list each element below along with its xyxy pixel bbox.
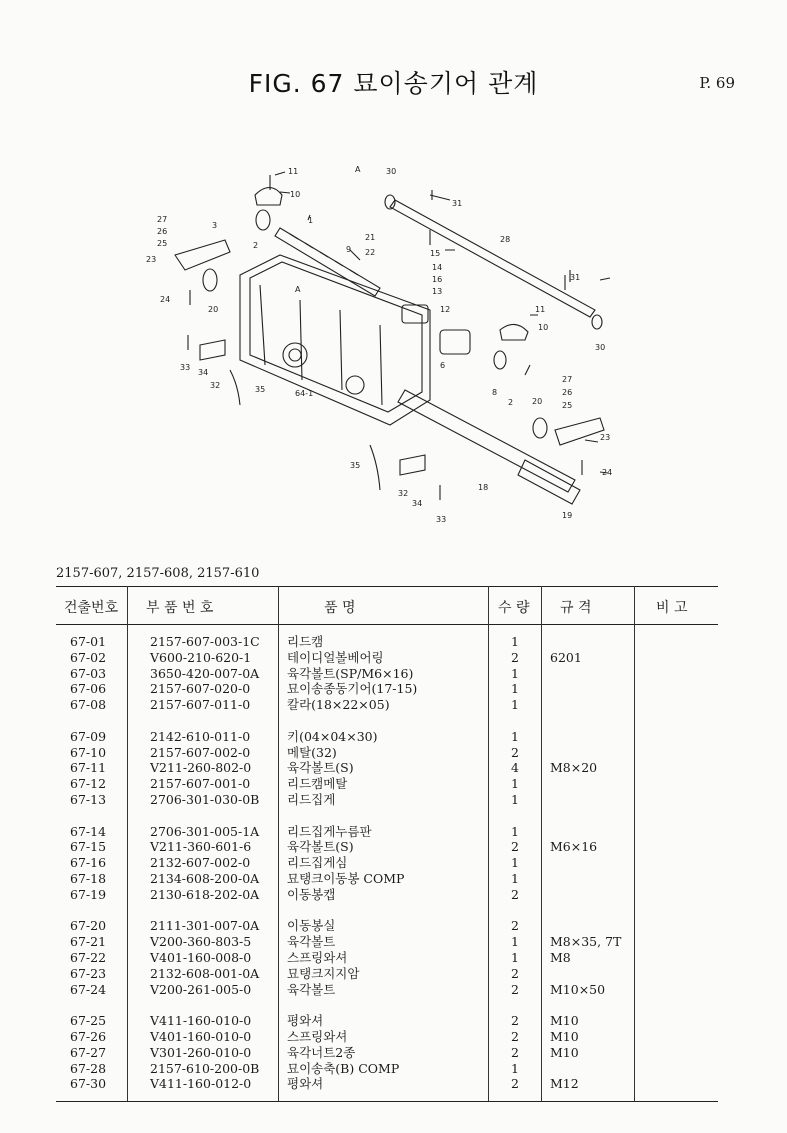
callout-8: 8 (492, 388, 498, 397)
cell-qty: 1 (511, 934, 519, 950)
cell-name: 묘탱크이동봉 COMP (287, 870, 405, 886)
cell-spec: M6×16 (550, 839, 598, 855)
callout-34: 34 (198, 368, 209, 377)
cell-spec: M8×35, 7T (550, 934, 622, 950)
cell-name: 리드집게누름판 (287, 823, 372, 839)
cell-no: 67-08 (70, 697, 107, 713)
cell-qty: 2 (511, 1013, 519, 1029)
table-top-border (56, 586, 718, 587)
cell-spec (550, 745, 621, 761)
callout-30: 30 (386, 167, 397, 176)
group-spacer (150, 903, 260, 919)
cell-part: V411-160-010-0 (150, 1013, 252, 1029)
cell-name: 리드캠 (287, 634, 324, 649)
cell-no: 67-23 (70, 965, 107, 981)
cell-no: 67-01 (70, 634, 107, 649)
cell-part: 2132-607-002-0 (150, 855, 251, 871)
cell-part: 2157-607-011-0 (150, 697, 251, 713)
callout-10: 10 (538, 323, 549, 332)
cell-name: 육각볼트(SP/M6×16) (287, 665, 414, 681)
cell-no: 67-11 (70, 760, 107, 776)
cell-part: V401-160-010-0 (150, 1028, 252, 1044)
callout-30: 30 (595, 343, 606, 352)
cell-qty: 2 (511, 981, 519, 997)
cell-name: 칼라(18×22×05) (287, 697, 390, 713)
cell-name: 리드집게심 (287, 855, 348, 871)
group-spacer (287, 808, 417, 824)
cell-name: 스프링와셔 (287, 949, 348, 965)
cell-spec: M10 (550, 1044, 579, 1060)
cell-qty: 2 (511, 839, 519, 855)
cell-part: V411-160-012-0 (150, 1076, 252, 1092)
cell-part: 2134-608-200-0A (150, 870, 260, 886)
cell-part: 3650-420-007-0A (150, 665, 260, 681)
cell-part: 2142-610-011-0 (150, 728, 251, 744)
cell-name: 리드집게 (287, 791, 336, 807)
callout-A: A (295, 285, 301, 294)
table-header-border (56, 624, 718, 625)
callout-27: 27 (157, 215, 168, 224)
cell-no: 67-21 (70, 934, 107, 950)
cell-spec (550, 918, 621, 934)
callout-2: 2 (508, 398, 514, 407)
cell-no: 67-26 (70, 1028, 107, 1044)
cell-qty: 1 (511, 634, 519, 649)
callout-34: 34 (412, 499, 423, 508)
callout-18: 18 (478, 483, 489, 492)
cell-qty: 2 (511, 649, 519, 665)
cell-part: 2706-301-005-1A (150, 823, 260, 839)
cell-part: 2706-301-030-0B (150, 791, 260, 807)
cell-no: 67-22 (70, 949, 107, 965)
cell-qty: 1 (511, 855, 519, 871)
callout-24: 24 (160, 295, 171, 304)
cell-part: 2111-301-007-0A (150, 918, 260, 934)
cell-no: 67-24 (70, 981, 107, 997)
cell-no: 67-20 (70, 918, 107, 934)
header-qty: 수 량 (498, 600, 530, 616)
cell-name: 테이디얼볼베어링 (287, 649, 384, 665)
cell-qty: 2 (511, 1076, 519, 1092)
cell-name: 리드캠메탈 (287, 776, 348, 792)
cell-spec (550, 855, 621, 871)
group-spacer (287, 713, 417, 729)
cell-spec: M12 (550, 1076, 579, 1092)
column-qty (511, 634, 519, 1092)
cell-qty: 4 (511, 760, 519, 776)
group-spacer (150, 713, 260, 729)
callout-A: A (355, 165, 361, 174)
callout-31: 31 (570, 273, 581, 282)
group-spacer (70, 997, 106, 1013)
cell-spec (550, 666, 621, 682)
callout-21: 21 (365, 233, 376, 242)
cell-spec: M10 (550, 1028, 579, 1044)
callout-32: 32 (210, 381, 221, 390)
header-spec: 규 격 (560, 600, 592, 616)
cell-spec: M10 (550, 1013, 579, 1029)
col-divider (127, 586, 128, 1101)
group-spacer (70, 903, 106, 919)
group-spacer (550, 997, 621, 1013)
callout-23: 23 (146, 255, 157, 264)
cell-no: 67-19 (70, 886, 107, 902)
cell-spec (550, 792, 621, 808)
callout-64-1: 64-1 (295, 389, 314, 398)
cell-qty: 2 (511, 1044, 519, 1060)
applicable-models: 2157-607, 2157-608, 2157-610 (56, 566, 260, 581)
group-spacer (511, 903, 519, 919)
cell-name: 묘이송축(B) COMP (287, 1060, 400, 1076)
group-spacer (511, 713, 519, 729)
cell-name: 스프링와셔 (287, 1028, 348, 1044)
callout-16: 16 (432, 275, 443, 284)
table-bottom-border (56, 1101, 718, 1102)
cell-no: 67-10 (70, 744, 107, 760)
cell-no: 67-09 (70, 728, 107, 744)
cell-name: 육각너트2종 (287, 1044, 356, 1060)
group-spacer (70, 713, 106, 729)
col-divider (541, 586, 542, 1101)
callout-25: 25 (157, 239, 168, 248)
callout-12: 12 (440, 305, 451, 314)
cell-spec (550, 681, 621, 697)
callout-15: 15 (430, 249, 441, 258)
callout-19: 19 (562, 511, 573, 520)
cell-qty: 1 (511, 728, 519, 744)
cell-spec: 6201 (550, 649, 582, 665)
group-spacer (511, 808, 519, 824)
cell-no: 67-28 (70, 1060, 107, 1076)
header-part-name: 품 명 (324, 600, 356, 616)
cell-part: V211-260-802-0 (150, 760, 252, 776)
cell-name: 키(04×04×30) (287, 728, 378, 744)
group-spacer (287, 997, 417, 1013)
col-divider (278, 586, 279, 1101)
callout-20: 20 (532, 397, 543, 406)
cell-name: 육각볼트(S) (287, 760, 354, 776)
callout-24: 24 (602, 468, 613, 477)
callout-3: 3 (212, 221, 218, 230)
callout-6: 6 (440, 361, 446, 370)
cell-no: 67-03 (70, 665, 107, 681)
callout-35: 35 (255, 385, 266, 394)
page-title: FIG. 67 묘이송기어 관계 (248, 69, 539, 98)
column-part-number (150, 634, 260, 1092)
cell-part: V200-261-005-0 (150, 981, 252, 997)
column-no (70, 634, 106, 1092)
cell-qty: 1 (511, 823, 519, 839)
cell-name: 이동봉캡 (287, 886, 336, 902)
cell-spec (550, 824, 621, 840)
cell-spec: M8 (550, 949, 571, 965)
callout-27: 27 (562, 375, 573, 384)
cell-name: 육각볼트 (287, 981, 336, 997)
cell-part: 2130-618-202-0A (150, 886, 260, 902)
cell-no: 67-25 (70, 1013, 107, 1029)
cell-spec (550, 697, 621, 713)
cell-no: 67-15 (70, 839, 107, 855)
callout-20: 20 (208, 305, 219, 314)
cell-spec (550, 634, 621, 650)
cell-no: 67-12 (70, 776, 107, 792)
callout-31: 31 (452, 199, 463, 208)
cell-part: V600-210-620-1 (150, 649, 252, 665)
cell-name: 평와셔 (287, 1076, 324, 1092)
cell-part: V401-160-008-0 (150, 949, 252, 965)
cell-qty: 2 (511, 744, 519, 760)
cell-qty: 1 (511, 697, 519, 713)
callout-9: 9 (346, 245, 352, 254)
page-number: P. 69 (699, 74, 735, 92)
group-spacer (150, 997, 260, 1013)
cell-part: V200-360-803-5 (150, 934, 252, 950)
exploded-parts-diagram (130, 160, 630, 530)
callout-33: 33 (180, 363, 191, 372)
cell-qty: 1 (511, 870, 519, 886)
cell-spec: M8×20 (550, 760, 598, 776)
cell-no: 67-06 (70, 681, 107, 697)
cell-no: 67-13 (70, 791, 107, 807)
group-spacer (550, 713, 621, 729)
callout-28: 28 (500, 235, 511, 244)
cell-name: 이동봉실 (287, 918, 336, 934)
cell-part: 2157-607-020-0 (150, 681, 251, 697)
callout-11: 11 (288, 167, 299, 176)
cell-name: 묘이송종동기어(17-15) (287, 681, 418, 697)
cell-qty: 1 (511, 665, 519, 681)
callout-23: 23 (600, 433, 611, 442)
group-spacer (287, 903, 417, 919)
cell-qty: 1 (511, 776, 519, 792)
group-spacer (70, 808, 106, 824)
header-no: 건출번호 (64, 600, 119, 616)
callout-13: 13 (432, 287, 443, 296)
cell-no: 67-14 (70, 823, 107, 839)
cell-spec (550, 887, 621, 903)
cell-part: V211-360-601-6 (150, 839, 252, 855)
cell-part: 2157-607-002-0 (150, 744, 251, 760)
cell-no: 67-18 (70, 870, 107, 886)
cell-no: 67-02 (70, 649, 107, 665)
header-part-number: 부 품 번 호 (146, 600, 214, 616)
cell-part: V301-260-010-0 (150, 1044, 252, 1060)
cell-qty: 1 (511, 949, 519, 965)
cell-qty: 2 (511, 886, 519, 902)
cell-name: 평와셔 (287, 1013, 324, 1029)
callout-22: 22 (365, 248, 376, 257)
cell-spec (550, 776, 621, 792)
col-divider (634, 586, 635, 1101)
cell-name: 메탈(32) (287, 744, 337, 760)
group-spacer (550, 903, 621, 919)
col-divider (488, 586, 489, 1101)
cell-spec (550, 1061, 621, 1077)
callout-33: 33 (436, 515, 447, 524)
cell-name: 육각볼트(S) (287, 839, 354, 855)
cell-spec (550, 871, 621, 887)
group-spacer (550, 808, 621, 824)
callout-35: 35 (350, 461, 361, 470)
cell-spec (550, 729, 621, 745)
cell-qty: 1 (511, 1060, 519, 1076)
cell-no: 67-30 (70, 1076, 107, 1092)
group-spacer (511, 997, 519, 1013)
callout-10: 10 (290, 190, 301, 199)
column-part-name (287, 634, 417, 1092)
callout-25: 25 (562, 401, 573, 410)
cell-part: 2157-607-001-0 (150, 776, 251, 792)
group-spacer (150, 808, 260, 824)
cell-spec (550, 966, 621, 982)
cell-no: 67-27 (70, 1044, 107, 1060)
callout-26: 26 (157, 227, 168, 236)
column-spec (550, 634, 621, 1092)
cell-qty: 2 (511, 918, 519, 934)
callout-2: 2 (253, 241, 259, 250)
cell-part: 2157-607-003-1C (150, 634, 260, 649)
cell-part: 2132-608-001-0A (150, 965, 260, 981)
cell-name: 묘탱크지지암 (287, 965, 360, 981)
cell-qty: 1 (511, 681, 519, 697)
callout-26: 26 (562, 388, 573, 397)
cell-qty: 2 (511, 1028, 519, 1044)
callout-1: 1 (308, 216, 314, 225)
callout-32: 32 (398, 489, 409, 498)
header-remark: 비 고 (656, 600, 688, 616)
callout-14: 14 (432, 263, 443, 272)
cell-part: 2157-610-200-0B (150, 1060, 260, 1076)
cell-spec: M10×50 (550, 981, 606, 997)
cell-no: 67-16 (70, 855, 107, 871)
cell-name: 육각볼트 (287, 934, 336, 950)
cell-qty: 2 (511, 965, 519, 981)
cell-qty: 1 (511, 791, 519, 807)
callout-11: 11 (535, 305, 546, 314)
